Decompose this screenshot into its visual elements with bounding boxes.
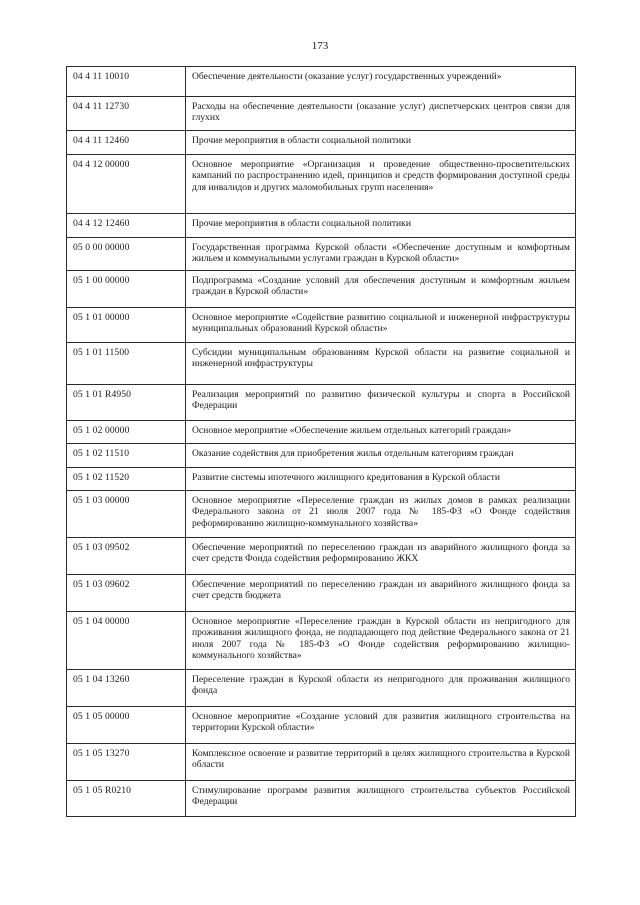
- row-description: Основное мероприятие «Содействие развитию социальной и инженерной инфраструктуры муниципальных образований Курской области»: [186, 308, 576, 343]
- row-description: Стимулирование программ развития жилищного строительства субъектов Российской Федерации: [186, 781, 576, 817]
- row-code: 05 1 02 00000: [67, 421, 186, 444]
- row-code: 05 1 02 11520: [67, 468, 186, 491]
- table-row: [67, 343, 576, 385]
- table-row: [67, 131, 576, 155]
- row-description: Прочие мероприятия в области социальной политики: [186, 131, 576, 155]
- row-description: Основное мероприятие «Обеспечение жильем отдельных категорий граждан»: [186, 421, 576, 444]
- row-description: Реализация мероприятий по развитию физической культуры и спорта в Российской Федерации: [186, 385, 576, 421]
- row-code: 05 0 00 00000: [67, 238, 186, 271]
- table-row: [67, 575, 576, 612]
- row-code: 05 1 01 00000: [67, 308, 186, 343]
- row-code: 04 4 11 12460: [67, 131, 186, 155]
- row-code: 04 4 11 12730: [67, 97, 186, 131]
- table-row: [67, 214, 576, 238]
- row-description: Обеспечение мероприятий по переселению граждан из аварийного жилищного фонда за счет средств Фонда содействия реформированию ЖКХ: [186, 538, 576, 575]
- row-description: Основное мероприятие «Переселение граждан из жилых домов в рамках реализации Федерального закона от 21 июля 2007 года № 185-ФЗ «О Фонде содействия реформированию жилищно-коммунального хозяйства»: [186, 491, 576, 538]
- row-code: 05 1 04 00000: [67, 612, 186, 670]
- table-row: [67, 744, 576, 781]
- row-description: Прочие мероприятия в области социальной политики: [186, 214, 576, 238]
- row-description: Основное мероприятие «Организация и проведение общественно-просветительских кампаний по распространению идей, принципов и средств формирования доступной среды для инвалидов и других маломобильных групп населения»: [186, 155, 576, 214]
- row-description: Подпрограмма «Создание условий для обеспечения доступным и комфортным жильем граждан в Курской области»: [186, 271, 576, 308]
- row-description: Развитие системы ипотечного жилищного кредитования в Курской области: [186, 468, 576, 491]
- row-code: 05 1 03 00000: [67, 491, 186, 538]
- table-row: [67, 238, 576, 271]
- row-code: 05 1 01 11500: [67, 343, 186, 385]
- table-row: [67, 444, 576, 468]
- row-code: 04 4 11 10010: [67, 67, 186, 97]
- page-number: 173: [311, 40, 329, 52]
- row-code: 05 1 03 09502: [67, 538, 186, 575]
- table-row: [67, 612, 576, 670]
- table-row: [67, 271, 576, 308]
- table-row: [67, 97, 576, 131]
- row-description: Государственная программа Курской области «Обеспечение доступным и комфортным жильем и коммунальными услугами граждан в Курской области»: [186, 238, 576, 271]
- table-row: [67, 781, 576, 817]
- row-code: 05 1 05 00000: [67, 707, 186, 744]
- row-code: 05 1 00 00000: [67, 271, 186, 308]
- table-row: [67, 538, 576, 575]
- row-code: 04 4 12 00000: [67, 155, 186, 214]
- table-row: [67, 308, 576, 343]
- table-row: [67, 491, 576, 538]
- table-row: [67, 707, 576, 744]
- row-code: 05 1 01 R4950: [67, 385, 186, 421]
- row-code: 05 1 02 11510: [67, 444, 186, 468]
- row-description: Обеспечение деятельности (оказание услуг) государственных учреждений»: [186, 67, 576, 97]
- row-code: 05 1 05 R0210: [67, 781, 186, 817]
- table-row: [67, 421, 576, 444]
- row-code: 05 1 05 13270: [67, 744, 186, 781]
- table-row: [67, 385, 576, 421]
- row-description: Комплексное освоение и развитие территорий в целях жилищного строительства в Курской области: [186, 744, 576, 781]
- row-code: 05 1 03 09602: [67, 575, 186, 612]
- row-code: 05 1 04 13260: [67, 670, 186, 707]
- row-description: Основное мероприятие «Создание условий для развития жилищного строительства на территории Курской области»: [186, 707, 576, 744]
- row-description: Основное мероприятие «Переселение граждан в Курской области из непригодного для проживания жилищного фонда, не подпадающего под действие Федерального закона от 21 июля 2007 года № 185-ФЗ «О Фонде содействия реформированию жилищно-коммунального хозяйства»: [186, 612, 576, 670]
- table-row: [67, 468, 576, 491]
- table-row: [67, 155, 576, 214]
- row-code: 04 4 12 12460: [67, 214, 186, 238]
- budget-classification-table: [66, 66, 576, 817]
- row-description: Переселение граждан в Курской области из непригодного для проживания жилищного фонда: [186, 670, 576, 707]
- row-description: Субсидии муниципальным образованиям Курской области на развитие социальной и инженерной инфраструктуры: [186, 343, 576, 385]
- table-row: [67, 670, 576, 707]
- row-description: Расходы на обеспечение деятельности (оказание услуг) диспетчерских центров связи для глухих: [186, 97, 576, 131]
- row-description: Оказание содействия для приобретения жилья отдельным категориям граждан: [186, 444, 576, 468]
- table-row: [67, 67, 576, 97]
- row-description: Обеспечение мероприятий по переселению граждан из аварийного жилищного фонда за счет средств бюджета: [186, 575, 576, 612]
